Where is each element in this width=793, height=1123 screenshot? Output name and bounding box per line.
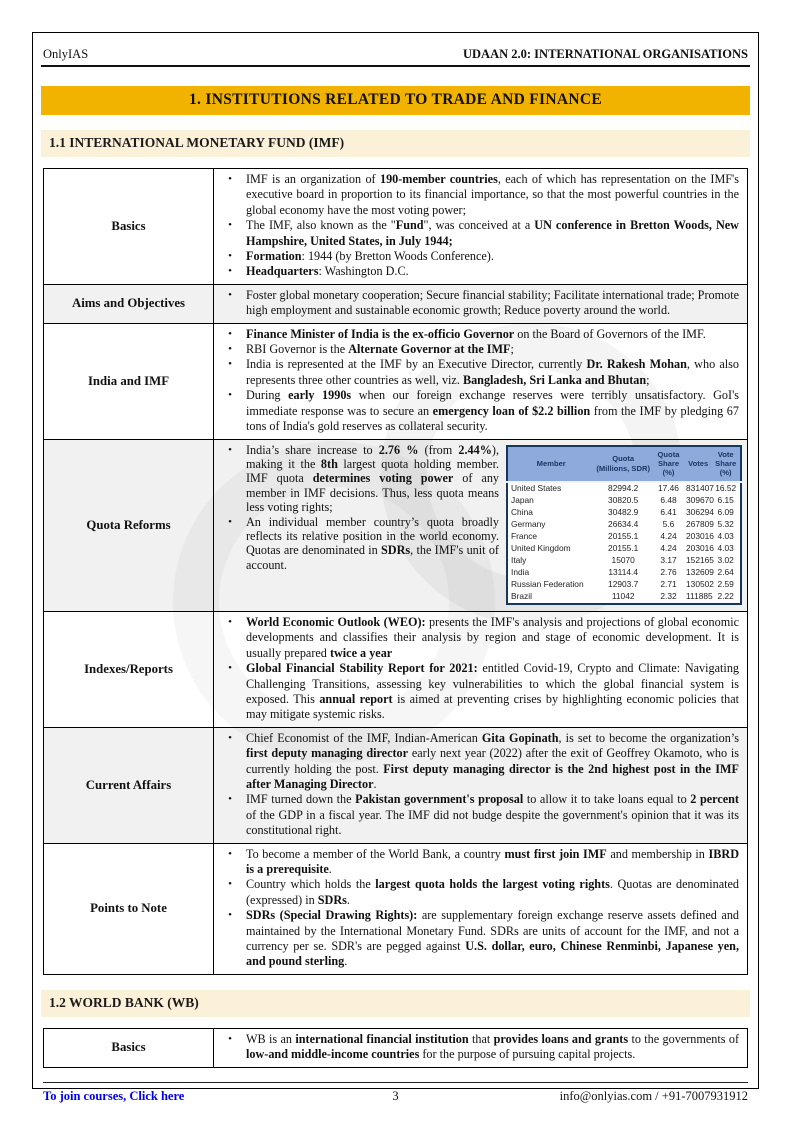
section-heading-imf: 1.1 INTERNATIONAL MONETARY FUND (IMF) xyxy=(41,130,750,157)
quota-value-cell: 26634.4 xyxy=(608,519,639,530)
bullet-text xyxy=(246,792,742,838)
text-segment: UN conference in Bretton Woods, New Hampshire, United States, in July 1944; xyxy=(246,218,739,248)
quota-value-cell: 20155.1 xyxy=(608,531,639,542)
quota-member-cell: India xyxy=(511,567,530,578)
text-segment: . xyxy=(344,954,348,969)
text-segment: from the IMF by pledging 67 tons of India's gold reserves as collateral security. xyxy=(246,403,739,434)
bullet-text xyxy=(246,172,742,218)
text-segment: ", was conceived at a xyxy=(423,218,535,233)
text-segment: , is set to become the organization’s xyxy=(558,730,740,745)
text-segment: . xyxy=(328,862,332,877)
quota-row xyxy=(507,591,741,604)
quota-value-cell: 2.76 xyxy=(660,567,677,578)
text-segment: RBI Governor is the xyxy=(246,342,349,357)
quota-value-cell: 2.64 xyxy=(717,567,734,578)
text-segment: : Washington D.C. xyxy=(318,264,409,279)
quota-row xyxy=(507,579,741,591)
quota-value-cell: 203016 xyxy=(686,543,714,554)
quota-value-cell: 152165 xyxy=(686,555,714,566)
text-segment: 8th xyxy=(320,456,338,471)
bullet-item xyxy=(214,515,502,573)
text-segment: An individual member country’s quota broadly reflects its relative position in the world economy. Quotas are denominated in xyxy=(246,514,499,558)
text-segment: WB is an xyxy=(246,1031,296,1046)
page-number: 3 xyxy=(392,1088,399,1103)
text-segment: World Economic Outlook (WEO): xyxy=(246,614,426,629)
text-segment: Foster global monetary cooperation; Secure financial stability; Facilitate international trade; Promote high employment and sustainable economic growth; Reduce poverty around the world. xyxy=(246,287,739,318)
row-label: Points to Note xyxy=(44,844,214,974)
table-row xyxy=(44,169,747,285)
text-segment: Headquarters xyxy=(246,264,319,279)
quota-value-cell: 306294 xyxy=(686,507,714,518)
quota-value-cell: 3.17 xyxy=(660,555,677,566)
text-segment: Formation xyxy=(246,249,302,264)
text-segment: to the governments of xyxy=(628,1031,740,1046)
text-segment: must first join IMF xyxy=(504,846,607,861)
text-segment: ; xyxy=(510,342,514,357)
table-row xyxy=(44,728,747,844)
row-content xyxy=(214,844,747,974)
join-courses-link[interactable]: To join courses, Click here xyxy=(43,1088,185,1103)
quota-value-cell: 30482.9 xyxy=(608,507,639,518)
row-content xyxy=(214,285,747,323)
bullet-list xyxy=(214,615,742,723)
quota-value-cell: 4.03 xyxy=(717,543,734,554)
text-segment: ), making it the xyxy=(246,442,499,471)
quota-col-header: Member xyxy=(507,446,594,482)
quota-value-cell: 6.41 xyxy=(660,507,677,518)
quota-header-row xyxy=(507,446,741,482)
bullet-item xyxy=(214,877,742,908)
text-segment: largest quota holds the largest voting rights xyxy=(375,877,610,892)
quota-member-cell: Brazil xyxy=(511,591,532,602)
bullet-icon: • xyxy=(228,615,232,628)
text-segment: Pakistan government's proposal xyxy=(355,792,524,807)
bullet-list xyxy=(214,731,742,839)
bullet-icon: • xyxy=(228,250,232,263)
bullet-item xyxy=(214,342,742,357)
text-segment: IMF is an organization of xyxy=(246,172,380,186)
quota-member-cell: Germany xyxy=(511,519,546,530)
table-row xyxy=(44,1029,747,1067)
quota-value-cell: 12903.7 xyxy=(608,579,639,590)
bullet-item xyxy=(214,249,742,264)
row-label: Quota Reforms xyxy=(44,440,214,611)
row-label: Aims and Objectives xyxy=(44,285,214,323)
bullet-item xyxy=(214,792,742,838)
text-segment: ; xyxy=(646,372,650,387)
page-border-frame xyxy=(32,32,759,1103)
text-segment: provides loans and grants xyxy=(493,1031,629,1046)
brand-name: OnlyIAS xyxy=(43,47,89,61)
text-segment: on the Board of Governors of the IMF. xyxy=(514,326,706,341)
bullet-icon: • xyxy=(228,265,232,278)
text-segment: Bangladesh, Sri Lanka and Bhutan xyxy=(462,372,647,387)
bullet-list xyxy=(214,327,742,435)
quota-value-cell: 30820.5 xyxy=(608,495,639,506)
quota-value-cell: 11042 xyxy=(611,591,635,602)
quota-col-header: Quota Share (%) xyxy=(652,446,685,482)
text-segment: . xyxy=(373,777,377,792)
text-segment: largest quota holding member. IMF quota xyxy=(246,456,500,486)
text-segment: IBRD is a prerequisite xyxy=(246,846,739,877)
text-segment: are supplementary foreign exchange reserve assets defined and maintained by the International Monetary Fund. SDRs are units of account for the IMF, and not a currency per se. SDR's are pegged against xyxy=(246,908,740,954)
text-segment: : 1944 (by Bretton Woods Conference). xyxy=(301,249,494,264)
text-segment: . Quotas are denominated (expressed) in xyxy=(246,877,739,907)
bullet-text xyxy=(246,515,502,573)
text-segment: First deputy managing director is the 2nd highest post in the IMF after Managing Director xyxy=(246,761,740,792)
bullet-icon: • xyxy=(228,793,232,806)
text-segment: India’s share increase to xyxy=(246,442,379,457)
quota-member-cell: United States xyxy=(511,483,562,494)
quota-value-cell: 2.71 xyxy=(660,579,677,590)
bullet-item xyxy=(214,264,742,279)
text-segment: 2.44% xyxy=(458,442,492,457)
text-segment: of any member in IMF decisions. Thus, less quota means less voting rights; xyxy=(246,471,500,515)
quota-value-cell: 3.02 xyxy=(717,555,734,566)
bullet-item xyxy=(214,615,742,661)
bullet-icon: • xyxy=(228,443,232,456)
row-content xyxy=(214,440,747,611)
text-segment: Country which holds the xyxy=(246,877,376,892)
quota-value-cell: 4.24 xyxy=(660,543,677,554)
bullet-item xyxy=(214,443,502,515)
text-segment: During xyxy=(246,388,289,403)
row-label: Current Affairs xyxy=(44,728,214,843)
quota-member-cell: Japan xyxy=(511,495,534,506)
text-segment: for the purpose of pursuing capital projects. xyxy=(419,1047,636,1062)
quota-member-cell: China xyxy=(511,507,533,518)
document-title: UDAAN 2.0: INTERNATIONAL ORGANISATIONS xyxy=(463,47,748,61)
quota-value-cell: 267809 xyxy=(686,519,714,530)
quota-value-cell: 16.52 xyxy=(715,483,737,494)
bullet-list xyxy=(214,172,742,280)
text-segment: early 1990s xyxy=(288,388,352,403)
quota-row xyxy=(507,555,741,567)
section-heading-wb: 1.2 WORLD BANK (WB) xyxy=(41,990,750,1017)
bullet-icon: • xyxy=(228,847,232,860)
table-row xyxy=(44,324,747,440)
bullet-item xyxy=(214,908,742,970)
chapter-title-banner: 1. INSTITUTIONS RELATED TO TRADE AND FINANCE xyxy=(41,86,750,115)
imf-quota-table xyxy=(502,443,742,607)
text-segment: Dr. Rakesh Mohan xyxy=(586,357,687,372)
bullet-item xyxy=(214,357,742,388)
bullet-item xyxy=(214,388,742,434)
bullet-item xyxy=(214,327,742,342)
text-segment: SDRs xyxy=(381,543,411,558)
quota-member-cell: France xyxy=(511,531,538,542)
document-header xyxy=(41,45,750,67)
quota-value-cell: 111885 xyxy=(686,591,713,602)
bullet-text xyxy=(246,731,742,793)
imf-info-table xyxy=(43,168,748,975)
quota-member-cell: Italy xyxy=(511,555,527,566)
quota-value-cell: 309670 xyxy=(686,495,714,506)
text-segment: and membership in xyxy=(606,846,709,861)
table-row xyxy=(44,612,747,728)
bullet-icon: • xyxy=(228,731,232,744)
bullet-list xyxy=(214,847,742,970)
quota-row xyxy=(507,482,741,495)
text-segment: SDRs xyxy=(317,892,347,907)
text-segment: is aimed at preventing crises by highlighting economic policies that may mitigate systemic risks. xyxy=(246,691,739,722)
text-segment: entitled Covid-19, Crypto and Climate: Navigating Challenging Transitions, assessing key vulnerabilities to which the global financial system is exposed. This xyxy=(246,661,740,706)
text-segment: Chief Economist of the IMF, Indian-American xyxy=(246,730,482,745)
quota-col-header: Votes xyxy=(685,446,711,482)
bullet-item xyxy=(214,731,742,793)
quota-value-cell: 20155.1 xyxy=(608,543,639,554)
bullet-list xyxy=(214,288,742,319)
text-segment: annual report xyxy=(319,691,393,706)
quota-row xyxy=(507,495,741,507)
bullet-text xyxy=(246,388,742,434)
quota-member-cell: United Kingdom xyxy=(511,543,571,554)
text-segment: (from xyxy=(418,442,459,457)
table-row xyxy=(44,285,747,324)
bullet-list xyxy=(214,1032,742,1063)
quota-row xyxy=(507,567,741,579)
row-content xyxy=(214,612,747,727)
quota-value-cell: 4.24 xyxy=(660,531,677,542)
row-content xyxy=(214,169,747,284)
bullet-text xyxy=(246,443,502,515)
text-segment: , the IMF's unit of account. xyxy=(246,543,499,572)
text-segment: The IMF, also known as the " xyxy=(246,218,396,233)
text-segment: first deputy managing director xyxy=(246,746,409,761)
text-segment: of the GDP in a fiscal year. The IMF did not budge despite the government's opinion that it was its constitutional right. xyxy=(246,807,739,838)
text-segment: twice a year xyxy=(329,645,393,660)
text-segment: when our foreign exchange reserves were terribly unsatisfactory. GoI's immediate response was to secure an xyxy=(246,388,740,418)
quota-value-cell: 5.32 xyxy=(717,519,734,530)
text-segment: that xyxy=(468,1031,494,1046)
bullet-text xyxy=(246,661,742,723)
bullet-text xyxy=(246,342,742,357)
quota-table xyxy=(506,445,742,605)
bullet-icon: • xyxy=(228,343,232,356)
text-segment: Gita Gopinath xyxy=(481,730,559,745)
bullet-text xyxy=(246,264,742,279)
quota-row xyxy=(507,531,741,543)
bullet-icon: • xyxy=(228,1032,232,1045)
quota-member-cell: Russian Federation xyxy=(511,579,584,590)
bullet-icon: • xyxy=(228,909,232,922)
text-segment: presents the IMF's analysis and projections of global economic developments and classifies their analysis by region and stage of economic development. It is usually prepared xyxy=(246,614,739,660)
bullet-icon: • xyxy=(228,515,232,528)
row-label: India and IMF xyxy=(44,324,214,439)
bullet-icon: • xyxy=(228,288,232,301)
quota-row xyxy=(507,519,741,531)
bullet-icon: • xyxy=(228,219,232,232)
text-segment: determines voting power xyxy=(312,471,454,486)
table-row xyxy=(44,440,747,612)
bullet-icon: • xyxy=(228,878,232,891)
text-segment: international financial institution xyxy=(295,1031,469,1046)
bullet-list xyxy=(214,443,502,607)
bullet-item xyxy=(214,172,742,218)
quota-value-cell: 130502 xyxy=(686,579,714,590)
text-segment: low-and middle-income countries xyxy=(246,1047,420,1062)
bullet-text xyxy=(246,1032,742,1063)
text-segment: To become a member of the World Bank, a country xyxy=(246,846,505,861)
quota-value-cell: 13114.4 xyxy=(608,567,639,578)
contact-info: info@onlyias.com / +91-7007931912 xyxy=(559,1088,748,1103)
bullet-text xyxy=(246,908,742,970)
row-content xyxy=(214,324,747,439)
quota-col-header: Vote Share (%) xyxy=(711,446,741,482)
text-segment: . xyxy=(346,892,350,907)
text-segment: 190-member countries xyxy=(379,172,498,186)
wb-info-table xyxy=(43,1028,748,1068)
quota-value-cell: 831407 xyxy=(686,483,714,494)
quota-value-cell: 15070 xyxy=(611,555,635,566)
text-segment: U.S. dollar, euro, Chinese Renminbi, Japanese yen, and pound sterling xyxy=(246,939,739,969)
bullet-text xyxy=(246,218,742,249)
document-footer xyxy=(43,1082,748,1104)
quota-value-cell: 2.59 xyxy=(717,579,734,590)
text-segment: emergency loan of $2.2 billion xyxy=(432,403,591,418)
bullet-icon: • xyxy=(228,358,232,371)
text-segment: early next year (2022) after the exit of Geoffrey Okamoto, who is currently holding the post. xyxy=(246,746,739,776)
quota-value-cell: 6.15 xyxy=(717,495,734,506)
text-segment: IMF turned down the xyxy=(246,792,356,807)
bullet-text xyxy=(246,847,742,878)
bullet-text xyxy=(246,357,742,388)
bullet-text xyxy=(246,288,742,319)
text-segment: Alternate Governor at the IMF xyxy=(348,342,511,357)
text-segment: SDRs (Special Drawing Rights): xyxy=(246,908,418,923)
quota-value-cell: 5.6 xyxy=(662,519,675,530)
quota-value-cell: 82994.2 xyxy=(608,483,639,494)
text-segment: Fund xyxy=(395,218,424,233)
bullet-icon: • xyxy=(228,662,232,675)
quota-value-cell: 132609 xyxy=(686,567,714,578)
quota-value-cell: 2.22 xyxy=(717,591,734,602)
text-segment: 2 percent xyxy=(690,792,739,807)
bullet-text xyxy=(246,877,742,908)
bullet-item xyxy=(214,661,742,723)
bullet-icon: • xyxy=(228,173,232,185)
quota-value-cell: 4.03 xyxy=(717,531,734,542)
text-segment: Global Financial Stability Report for 2021: xyxy=(246,661,478,676)
bullet-item xyxy=(214,288,742,319)
quota-value-cell: 2.32 xyxy=(660,591,677,602)
bullet-item xyxy=(214,218,742,249)
text-segment: to allow it to take loans equal to xyxy=(523,792,691,807)
row-content xyxy=(214,1029,747,1067)
bullet-text xyxy=(246,327,742,342)
bullet-icon: • xyxy=(228,389,232,402)
text-segment: 2.76 % xyxy=(378,442,419,457)
table-row xyxy=(44,844,747,974)
row-label: Indexes/Reports xyxy=(44,612,214,727)
bullet-text xyxy=(246,249,742,264)
bullet-item xyxy=(214,1032,742,1063)
row-content xyxy=(214,728,747,843)
quota-col-header: Quota (Millions, SDR) xyxy=(594,446,652,482)
text-segment: , who also represents three other countries as well, viz. xyxy=(246,357,739,387)
page-content xyxy=(41,45,750,1104)
row-label: Basics xyxy=(44,1029,214,1067)
quota-row xyxy=(507,507,741,519)
text-segment: Finance Minister of India is the ex-officio Governor xyxy=(246,326,515,341)
quota-value-cell: 203016 xyxy=(686,531,714,542)
bullet-text xyxy=(246,615,742,661)
bullet-icon: • xyxy=(228,327,232,340)
quota-value-cell: 17.46 xyxy=(658,483,679,494)
text-segment: , each of which has representation on the IMF's executive board in proportion to its financial importance, so that the most powerful countries in the global economy have the most voting power; xyxy=(246,172,739,217)
quota-row xyxy=(507,543,741,555)
row-label: Basics xyxy=(44,169,214,284)
bullet-item xyxy=(214,847,742,878)
text-segment: India is represented at the IMF by an Executive Director, currently xyxy=(246,357,587,372)
quota-value-cell: 6.48 xyxy=(660,495,677,506)
quota-value-cell: 6.09 xyxy=(717,507,734,518)
